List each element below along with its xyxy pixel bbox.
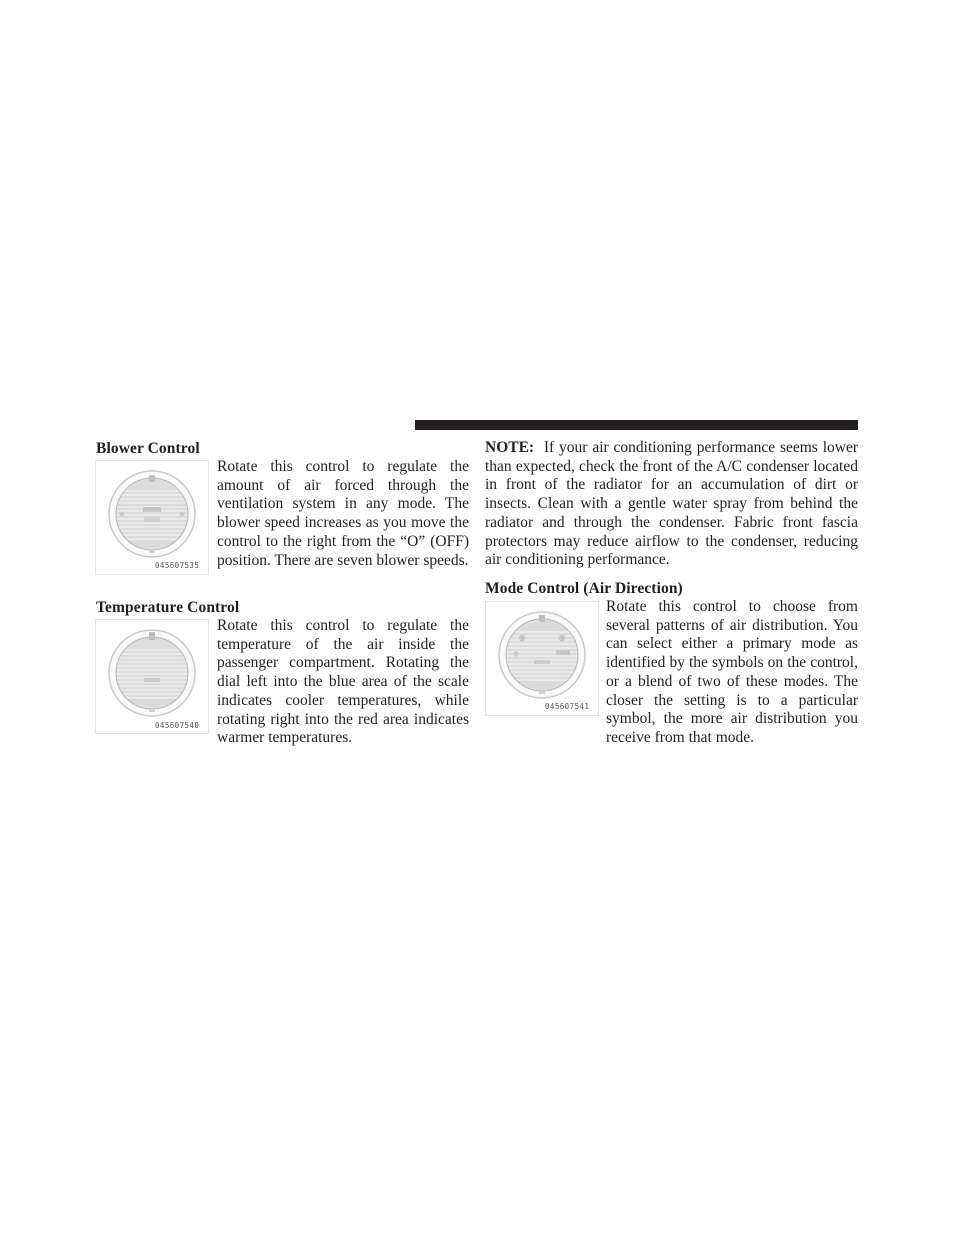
note-body: If your air conditioning performance seems lower than expected, check the front of the A/C condenser located in front of the radiator for an accumulation of dirt or insects. Clean with a gentle water spray from behind the radiator and through the condenser. Fabric front fascia protectors may reduce airflow to the condenser, reducing air conditioning performance. — [485, 439, 859, 569]
temperature-control-text — [217, 617, 469, 748]
blower-control-knob-image — [95, 460, 209, 575]
temperature-control-heading: Temperature Control — [96, 599, 240, 616]
note-text — [485, 439, 858, 570]
note-paragraph — [485, 439, 858, 570]
mode-image-code: 045607541 — [545, 702, 590, 711]
mode-control-text-top — [606, 598, 858, 748]
note-label: NOTE: — [485, 439, 535, 456]
mode-control-paragraph: Rotate this control to choose from several patterns of air distribution. You can select either a primary mode as identified by the symbols on the control, or a blend of two of these modes. The closer the setting is to a particular symbol, the more air distribution you receive from that mode. — [606, 598, 858, 746]
blower-image-code: 045607535 — [155, 561, 200, 570]
section-divider-bar — [415, 420, 858, 430]
temperature-control-knob-image — [95, 619, 209, 734]
mode-control-knob-image — [485, 601, 599, 716]
temperature-image-code: 045607540 — [155, 721, 200, 730]
blower-control-text — [217, 458, 469, 570]
blower-control-paragraph: Rotate this control to regulate the amount of air forced through the ventilation system in any mode. The blower speed increases as you move the control to the right from the “O” (OFF) position. There are seven blower speeds. — [217, 458, 469, 569]
mode-control-heading: Mode Control (Air Direction) — [485, 580, 683, 597]
blower-control-heading: Blower Control — [96, 440, 200, 457]
temperature-control-paragraph: Rotate this control to regulate the temperature of the air inside the passenger compartment. Rotating the dial left into the blue area of the scale indicates cooler temperatures, while rotating right into the red area indicates warmer temperatures. — [217, 617, 469, 747]
